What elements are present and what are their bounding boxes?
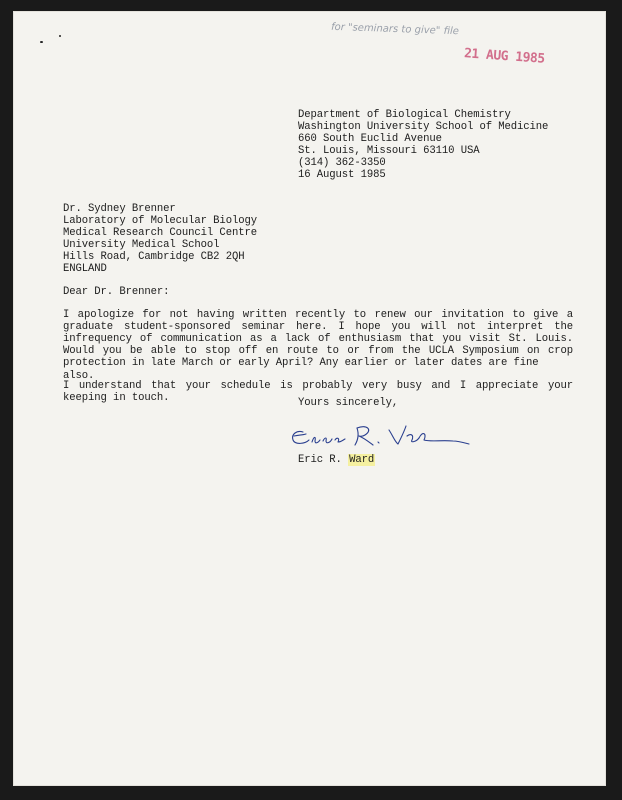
recipient-name: Dr. Sydney Brenner [63, 203, 176, 215]
paragraph-line: infrequency of communication as a lack of enthusiasm that you visit St. Louis. [63, 333, 573, 345]
paragraph-line: graduate student-sponsored seminar here. I hope you will not interpret the [63, 321, 573, 333]
sender-city: St. Louis, Missouri 63110 USA [298, 145, 480, 157]
handwritten-annotation: for "seminars to give" file [330, 21, 460, 38]
sender-institution: Washington University School of Medicine [298, 121, 549, 133]
paragraph-line: I apologize for not having written recently to renew our invitation to give a [63, 309, 573, 321]
paragraph-line: protection in late March or early April? Any earlier or later dates are fine also. [63, 357, 539, 382]
recipient-street: Hills Road, Cambridge CB2 2QH [63, 251, 245, 263]
signer-last-name: Ward [349, 454, 375, 466]
recipient-council: Medical Research Council Centre [63, 227, 257, 239]
punch-mark [40, 41, 43, 43]
paragraph-line: I understand that your schedule is probably very busy and I appreciate your [63, 380, 573, 392]
sender-phone: (314) 362-3350 [298, 157, 386, 169]
punch-mark [59, 35, 61, 37]
received-date-stamp: 21 AUG 1985 [463, 46, 546, 67]
signer-name [298, 454, 375, 467]
recipient-country: ENGLAND [63, 263, 107, 275]
paragraph-line: Would you be able to stop off en route to or from the UCLA Symposium on crop [63, 345, 573, 357]
sender-street: 660 South Euclid Avenue [298, 133, 442, 145]
recipient-lab: Laboratory of Molecular Biology [63, 215, 257, 227]
paragraph-line: keeping in touch. [63, 392, 170, 404]
letter-page [13, 11, 606, 786]
signer-first-name: Eric R. [298, 454, 342, 466]
recipient-school: University Medical School [63, 239, 220, 251]
salutation: Dear Dr. Brenner: [63, 286, 170, 298]
handwritten-signature [285, 418, 475, 452]
letter-date: 16 August 1985 [298, 169, 386, 181]
closing: Yours sincerely, [298, 397, 399, 409]
sender-department: Department of Biological Chemistry [298, 109, 511, 121]
